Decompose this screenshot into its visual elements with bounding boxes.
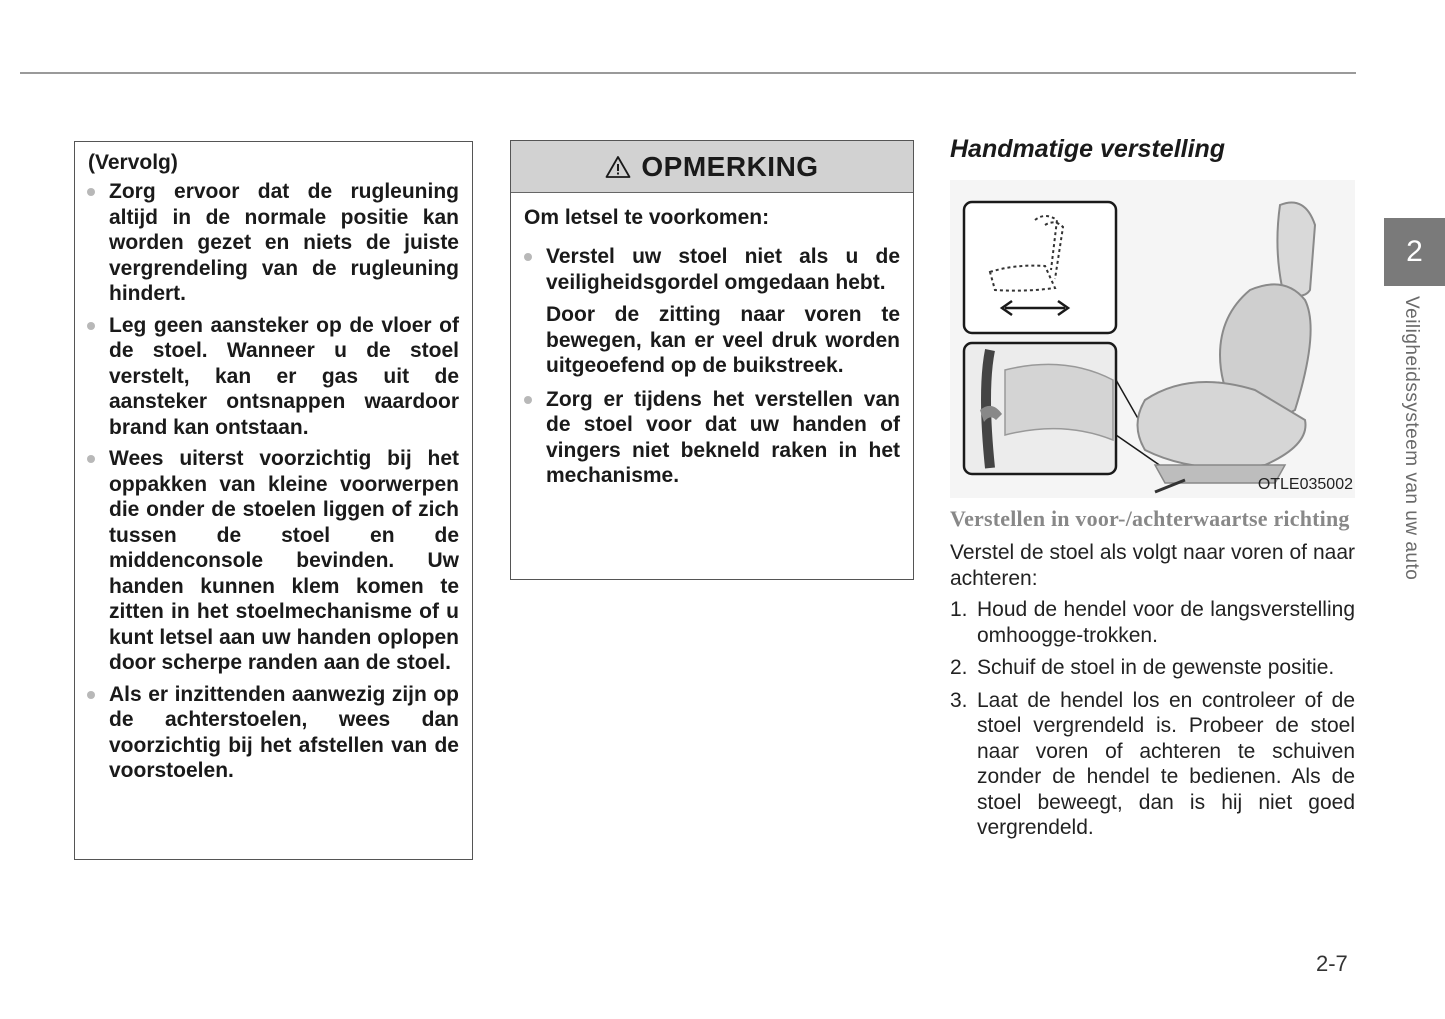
figure-caption: Verstellen in voor-/achterwaartse richting	[950, 506, 1350, 531]
list-item: Zorg er tijdens het verstellen van de stoel voor dat uw handen of vingers niet bekneld raken in het mechanisme.	[524, 387, 900, 489]
intro-text: Verstel de stoel als volgt naar voren of naar achteren:	[950, 541, 1355, 590]
figure-code: OTLE035002	[1257, 476, 1353, 493]
bullet-icon	[524, 396, 532, 404]
list-item: Als er inzittenden aanwezig zijn op de achterstoelen, wees dan voorzichtig bij het afstellen van de voorstoelen.	[87, 682, 459, 784]
list-item: Leg geen aansteker op de vloer of de stoel. Wanneer u de stoel verstelt, kan er gas uit de aansteker ontsnappen waardoor brand kan ontstaan.	[87, 313, 459, 441]
list-item: Zorg ervoor dat de rugleuning altijd in de normale positie kan worden gezet en niets de juiste vergrendeling van de rugleuning hindert.	[87, 179, 459, 307]
note-list	[524, 244, 900, 489]
page-number: 2-7	[1316, 951, 1348, 976]
list-item: 1. Houd de hendel voor de langsverstelling omhoogge-trokken.	[950, 598, 1355, 647]
warning-box-continued	[74, 141, 473, 860]
list-item: Verstel uw stoel niet als u de veiligheidsgordel omgedaan hebt. Door de zitting naar voren te bewegen, kan er veel druk worden uitgeoefend op de buikstreek.	[524, 244, 900, 379]
right-column	[950, 132, 1355, 848]
top-rule	[20, 72, 1356, 74]
warning-triangle-icon	[605, 155, 631, 179]
bullet-icon	[524, 253, 532, 261]
seat-adjustment-figure	[950, 180, 1355, 498]
list-item: 3. Laat de hendel los en controleer of de stoel vergrendeld is. Probeer de stoel naar voren of achteren te schuiven zonder de hendel te bedienen. Als de stoel beweegt, dan is hij niet goed vergrendeld.	[950, 688, 1355, 839]
note-header	[511, 141, 913, 193]
continued-label: (Vervolg)	[88, 151, 178, 174]
bullet-icon	[87, 322, 95, 330]
chapter-tab: 2	[1384, 218, 1445, 286]
section-title: Handmatige verstelling	[950, 135, 1226, 163]
note-intro: Om letsel te voorkomen:	[524, 206, 770, 229]
list-item: 2. Schuif de stoel in de gewenste positie.	[950, 656, 1335, 679]
steps-list	[950, 597, 1355, 841]
note-box	[510, 140, 914, 580]
chapter-title: Veiligheidssysteem van uw auto	[1401, 296, 1422, 581]
note-title: OPMERKING	[641, 150, 819, 182]
seat-illustration-icon	[950, 180, 1355, 498]
list-item: Wees uiterst voorzichtig bij het oppakken van kleine voorwerpen die onder de stoelen liggen of zich tussen de stoel en de middenconsole bevinden. Uw handen kunnen klem komen te zitten in het stoelmechanisme of u kunt letsel aan uw handen oplopen door scherpe randen aan de stoel.	[87, 446, 459, 676]
warning-list	[87, 179, 459, 784]
bullet-icon	[87, 188, 95, 196]
bullet-icon	[87, 691, 95, 699]
bullet-icon	[87, 455, 95, 463]
